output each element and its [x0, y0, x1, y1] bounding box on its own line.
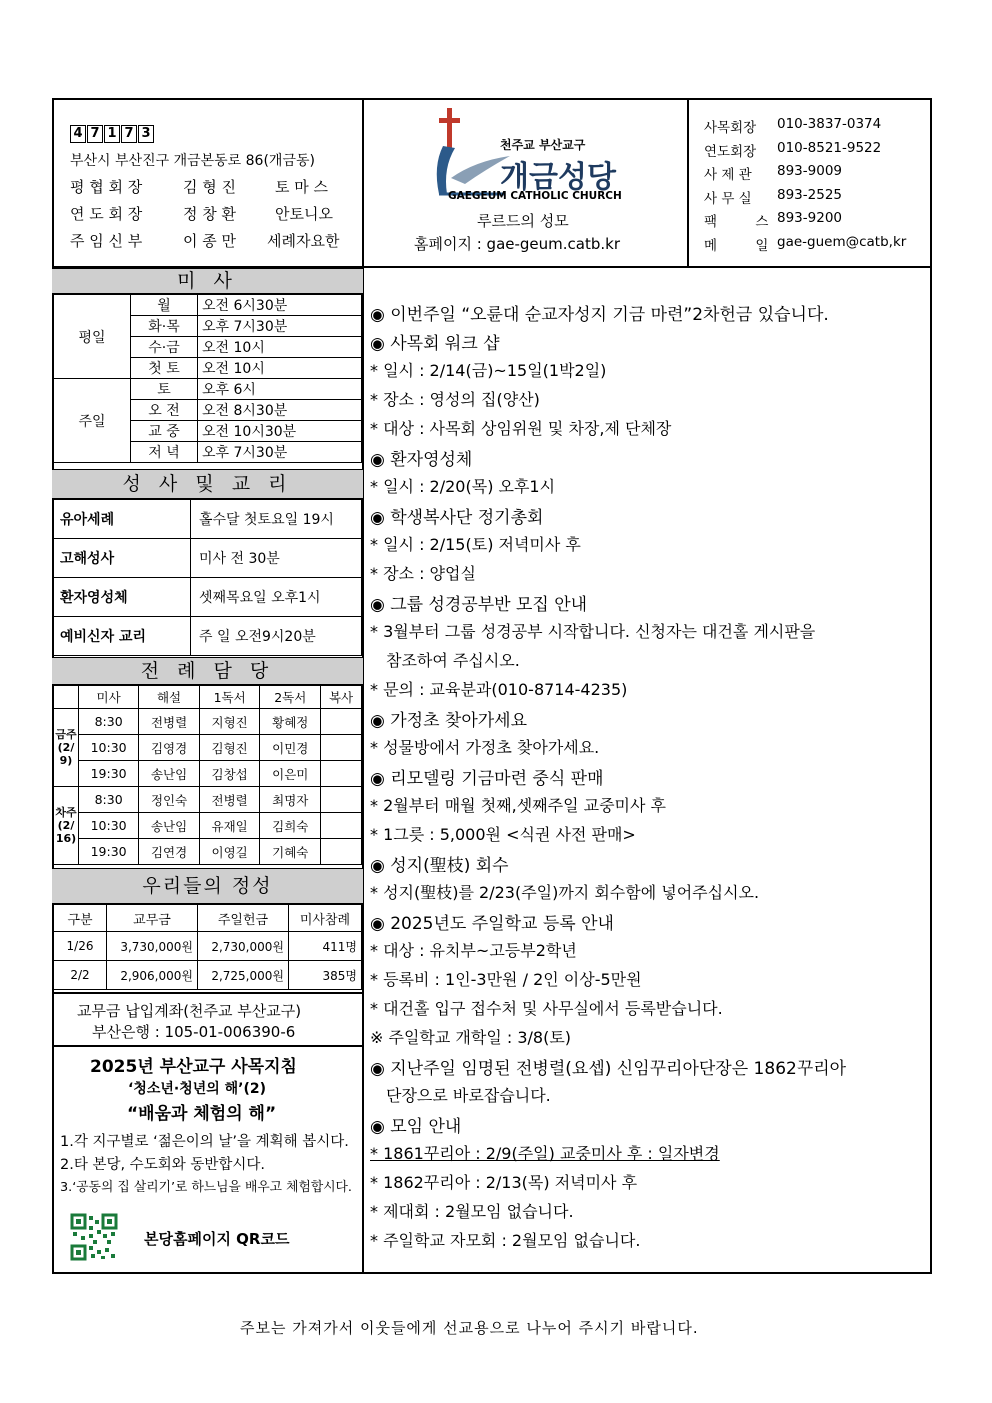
- liturgy-reader1: 전병렬: [199, 787, 260, 813]
- sacraments-table: [53, 499, 362, 656]
- liturgy-mass: 8:30: [79, 787, 139, 813]
- mass-day: 토: [131, 379, 198, 400]
- header-divider-2: [687, 98, 689, 268]
- account-bottom-line: [52, 1045, 363, 1047]
- offering-attendance: 411명: [289, 932, 362, 961]
- announcement-item: * 주일학교 자모회 : 2월모임 없습니다.: [370, 1231, 641, 1250]
- mass-day: 저 녁: [131, 442, 198, 463]
- contact-label: 사목회장: [704, 120, 757, 136]
- announcement-item: * 장소 : 영성의 집(양산): [370, 390, 540, 409]
- announcement-heading: ◉ 이번주일 “오륜대 순교자성지 기금 마련”2차헌금 있습니다.: [370, 305, 829, 325]
- announcement-item: * 2월부터 매월 첫째,셋째주일 교중미사 후: [370, 796, 666, 815]
- mass-title: 미 사: [52, 268, 363, 294]
- announcement-heading: ◉ 모임 안내: [370, 1117, 462, 1137]
- mass-time: 오후 7시30분: [198, 316, 362, 337]
- contact-value: 010-3837-0374: [777, 116, 882, 132]
- announcement-item: * 문의 : 교육분과(010-8714-4235): [370, 680, 628, 699]
- contact-label: 사 무 실: [704, 190, 752, 207]
- announcement-item: ※ 주일학교 개학일 : 3/8(토): [370, 1028, 572, 1047]
- liturgy-table: [53, 685, 362, 865]
- announcement-heading: ◉ 가정초 찾아가세요: [370, 711, 528, 731]
- zip-digit: 3: [138, 125, 154, 143]
- mass-day: 화·목: [131, 316, 198, 337]
- offering-attendance: 385명: [289, 961, 362, 990]
- mass-day: 월: [131, 295, 198, 316]
- announcement-heading: ◉ 2025년도 주일학교 등록 안내: [370, 914, 614, 934]
- guideline-title: 2025년 부산교구 사목지침: [90, 1057, 297, 1077]
- mass-time: 오전 6시30분: [198, 295, 362, 316]
- liturgy-server: [321, 709, 362, 735]
- guideline-theme: “배움과 체험의 해”: [127, 1104, 277, 1124]
- announcement-item: * 1그릇 : 5,000원 <식권 사전 판매>: [370, 825, 636, 844]
- sacrament-schedule: 셋째목요일 오후1시: [191, 578, 362, 617]
- announcement-item: * 대상 : 유치부~고등부2학년: [370, 941, 577, 960]
- contact-value: 893-9200: [777, 210, 842, 226]
- mass-time: 오후 6시: [198, 379, 362, 400]
- account-line-1: 교무금 납입계좌(천주교 부산교구): [77, 1002, 302, 1020]
- mass-day: 수·금: [131, 337, 198, 358]
- liturgy-reader1: 김창섭: [199, 761, 260, 787]
- liturgy-commentator: 정인숙: [139, 787, 200, 813]
- contact-value: 010-8521-9522: [777, 139, 882, 156]
- account-top-line: [52, 992, 363, 994]
- guideline-item: 3.‘공동의 집 살리기’로 하느님을 배우고 체험합시다.: [60, 1180, 352, 1195]
- mass-group-label: 평일: [54, 295, 131, 379]
- announcement-item: * 성물방에서 가정초 찾아가세요.: [370, 738, 600, 757]
- guideline-item: 2.타 본당, 수도회와 동반합시다.: [60, 1157, 265, 1173]
- liturgy-header: 복사: [321, 686, 362, 709]
- qr-label: 본당홈페이지 QR코드: [144, 1230, 290, 1248]
- liturgy-mass: 19:30: [79, 761, 139, 787]
- liturgy-reader1: 유재일: [199, 813, 260, 839]
- sacrament-schedule: 주 일 오전9시20분: [191, 617, 362, 656]
- liturgy-server: [321, 787, 362, 813]
- liturgy-mass: 8:30: [79, 709, 139, 735]
- sacrament-schedule: 미사 전 30분: [191, 539, 362, 578]
- church-english-name: GAEGEUM CATHOLIC CHURCH: [448, 190, 622, 202]
- leader-role: 주 임 신 부: [70, 232, 143, 250]
- liturgy-header-blank: [54, 686, 79, 709]
- liturgy-reader1: 김형진: [199, 735, 260, 761]
- leader-role: 평 협 회 장: [70, 178, 143, 196]
- offering-header: 구분: [54, 905, 107, 932]
- zip-digit: 7: [87, 125, 103, 143]
- announcement-heading: ◉ 사목회 워크 샵: [370, 334, 500, 354]
- zip-digit: 1: [104, 125, 120, 143]
- mass-group-label: 주일: [54, 379, 131, 463]
- offering-date: 2/2: [54, 961, 107, 990]
- liturgy-commentator: 전병렬: [139, 709, 200, 735]
- liturgy-mass: 19:30: [79, 839, 139, 865]
- zip-code: [70, 122, 155, 143]
- liturgy-title: 전 례 담 당: [52, 657, 363, 685]
- announcement-item: 참조하여 주십시오.: [386, 651, 520, 670]
- sacrament-name: 환자영성체: [54, 578, 191, 617]
- zip-digit: 4: [70, 125, 86, 143]
- liturgy-header: 미사: [79, 686, 139, 709]
- qr-code-icon[interactable]: [70, 1213, 118, 1261]
- announcement-item: * 일시 : 2/15(토) 저녁미사 후: [370, 535, 581, 554]
- liturgy-header: 해설: [139, 686, 200, 709]
- liturgy-header: 1독서: [199, 686, 260, 709]
- contact-label: 연도회장: [704, 143, 757, 160]
- announcement-item: * 제대회 : 2월모임 없습니다.: [370, 1202, 574, 1221]
- contact-label: 메 일: [704, 237, 769, 254]
- announcement-item: * 등록비 : 1인-3만원 / 2인 이상-5만원: [370, 970, 642, 989]
- leader-role: 연 도 회 장: [70, 205, 143, 223]
- announcement-heading: ◉ 환자영성체: [370, 450, 473, 470]
- announcement-item: * 일시 : 2/14(금)~15일(1박2일): [370, 361, 607, 380]
- announcement-item: * 1861꾸리아 : 2/9(주일) 교중미사 후 : 일자변경: [370, 1144, 720, 1163]
- announcement-item: * 성지(聖枝)를 2/23(주일)까지 회수함에 넣어주십시오.: [370, 883, 760, 902]
- church-patron: 루르드의 성모: [477, 212, 569, 230]
- offering-sunday: 2,725,000원: [198, 961, 289, 990]
- church-name: 개금성당: [500, 160, 616, 195]
- offering-header: 교무금: [107, 905, 198, 932]
- liturgy-reader2: 이은미: [260, 761, 321, 787]
- leader-baptismal-name: 안토니오: [275, 205, 333, 223]
- leader-baptismal-name: 세례자요한: [267, 232, 340, 250]
- contact-value: 893-2525: [777, 186, 842, 203]
- offering-dues: 3,730,000원: [107, 932, 198, 961]
- liturgy-week-label: 차주(2/16): [54, 787, 79, 865]
- offering-sunday: 2,730,000원: [198, 932, 289, 961]
- liturgy-server: [321, 735, 362, 761]
- announcement-item: * 3월부터 그룹 성경공부 시작합니다. 신청자는 대건홀 게시판을: [370, 622, 816, 641]
- mass-time: 오전 10시: [198, 337, 362, 358]
- liturgy-commentator: 김연경: [139, 839, 200, 865]
- address: 부산시 부산진구 개금본동로 86(개금동): [70, 153, 315, 169]
- liturgy-commentator: 김영경: [139, 735, 200, 761]
- homepage: 홈페이지 : gae-geum.catb.kr: [414, 235, 621, 253]
- leader-baptismal-name: 토 마 스: [275, 178, 329, 196]
- offering-header: 주일헌금: [198, 905, 289, 932]
- announcement-item: * 대상 : 사목회 상임위원 및 차장,제 단체장: [370, 419, 672, 438]
- liturgy-reader1: 지형진: [199, 709, 260, 735]
- mass-table: [53, 294, 362, 463]
- mass-time: 오전 10시30분: [198, 421, 362, 442]
- announcement-heading: ◉ 지난주일 임명된 전병렬(요셉) 신임꾸리아단장은 1862꾸리아: [370, 1059, 847, 1079]
- contact-value[interactable]: gae-guem@catb,kr: [777, 233, 907, 250]
- liturgy-server: [321, 813, 362, 839]
- announcement-heading: ◉ 리모델링 기금마련 중식 판매: [370, 769, 604, 789]
- mass-time: 오후 7시30분: [198, 442, 362, 463]
- leader-name: 이 종 만: [183, 232, 237, 250]
- leader-name: 정 창 환: [183, 205, 237, 223]
- offering-table: [53, 904, 362, 990]
- liturgy-mass: 10:30: [79, 813, 139, 839]
- liturgy-week-label: 금주(2/9): [54, 709, 79, 787]
- announcement-item: 단장으로 바로잡습니다.: [386, 1086, 551, 1105]
- announcement-item: * 대건홀 입구 접수처 및 사무실에서 등록받습니다.: [370, 999, 723, 1018]
- account-line-2: 부산은행 : 105-01-006390-6: [92, 1023, 296, 1041]
- announcement-item: * 일시 : 2/20(목) 오후1시: [370, 477, 556, 496]
- sacrament-schedule: 홀수달 첫토요일 19시: [191, 500, 362, 539]
- church-diocese: 천주교 부산교구: [500, 138, 586, 152]
- liturgy-reader2: 이민경: [260, 735, 321, 761]
- contact-label: 팩 스: [704, 214, 769, 230]
- offering-title: 우리들의 정성: [52, 868, 363, 904]
- mass-day: 오 전: [131, 400, 198, 421]
- liturgy-mass: 10:30: [79, 735, 139, 761]
- announcement-item: * 장소 : 양업실: [370, 564, 476, 583]
- guideline-item: 1.각 지구별로 ‘젊은이의 날’을 계획해 봅시다.: [60, 1134, 349, 1150]
- sacrament-name: 예비신자 교리: [54, 617, 191, 656]
- contact-label: 사 제 관: [704, 167, 752, 183]
- contact-value: 893-9009: [777, 163, 842, 179]
- mass-day: 교 중: [131, 421, 198, 442]
- guideline-subtitle: ‘청소년·청년의 해’(2): [128, 1081, 267, 1097]
- liturgy-reader2: 기혜숙: [260, 839, 321, 865]
- liturgy-server: [321, 839, 362, 865]
- offering-header: 미사참례: [289, 905, 362, 932]
- sacrament-name: 고해성사: [54, 539, 191, 578]
- liturgy-header: 2독서: [260, 686, 321, 709]
- mass-time: 오전 10시: [198, 358, 362, 379]
- liturgy-commentator: 송난임: [139, 761, 200, 787]
- liturgy-commentator: 송난임: [139, 813, 200, 839]
- liturgy-server: [321, 761, 362, 787]
- offering-date: 1/26: [54, 932, 107, 961]
- mass-day: 첫 토: [131, 358, 198, 379]
- offering-dues: 2,906,000원: [107, 961, 198, 990]
- announcement-heading: ◉ 성지(聖枝) 회수: [370, 856, 509, 876]
- announcement-item: * 1862꾸리아 : 2/13(목) 저녁미사 후: [370, 1173, 638, 1192]
- liturgy-reader2: 최명자: [260, 787, 321, 813]
- sacrament-name: 유아세례: [54, 500, 191, 539]
- liturgy-reader2: 황혜정: [260, 709, 321, 735]
- announcement-heading: ◉ 그룹 성경공부반 모집 안내: [370, 595, 588, 615]
- liturgy-reader2: 김희숙: [260, 813, 321, 839]
- mass-time: 오전 8시30분: [198, 400, 362, 421]
- zip-digit: 7: [121, 125, 137, 143]
- leader-name: 김 형 진: [183, 178, 237, 196]
- liturgy-reader1: 이영길: [199, 839, 260, 865]
- footer-note: 주보는 가져가서 이웃들에게 선교용으로 나누어 주시기 바랍니다.: [240, 1319, 699, 1337]
- sacraments-title: 성 사 및 교 리: [52, 469, 363, 499]
- announcement-heading: ◉ 학생복사단 정기총회: [370, 508, 544, 528]
